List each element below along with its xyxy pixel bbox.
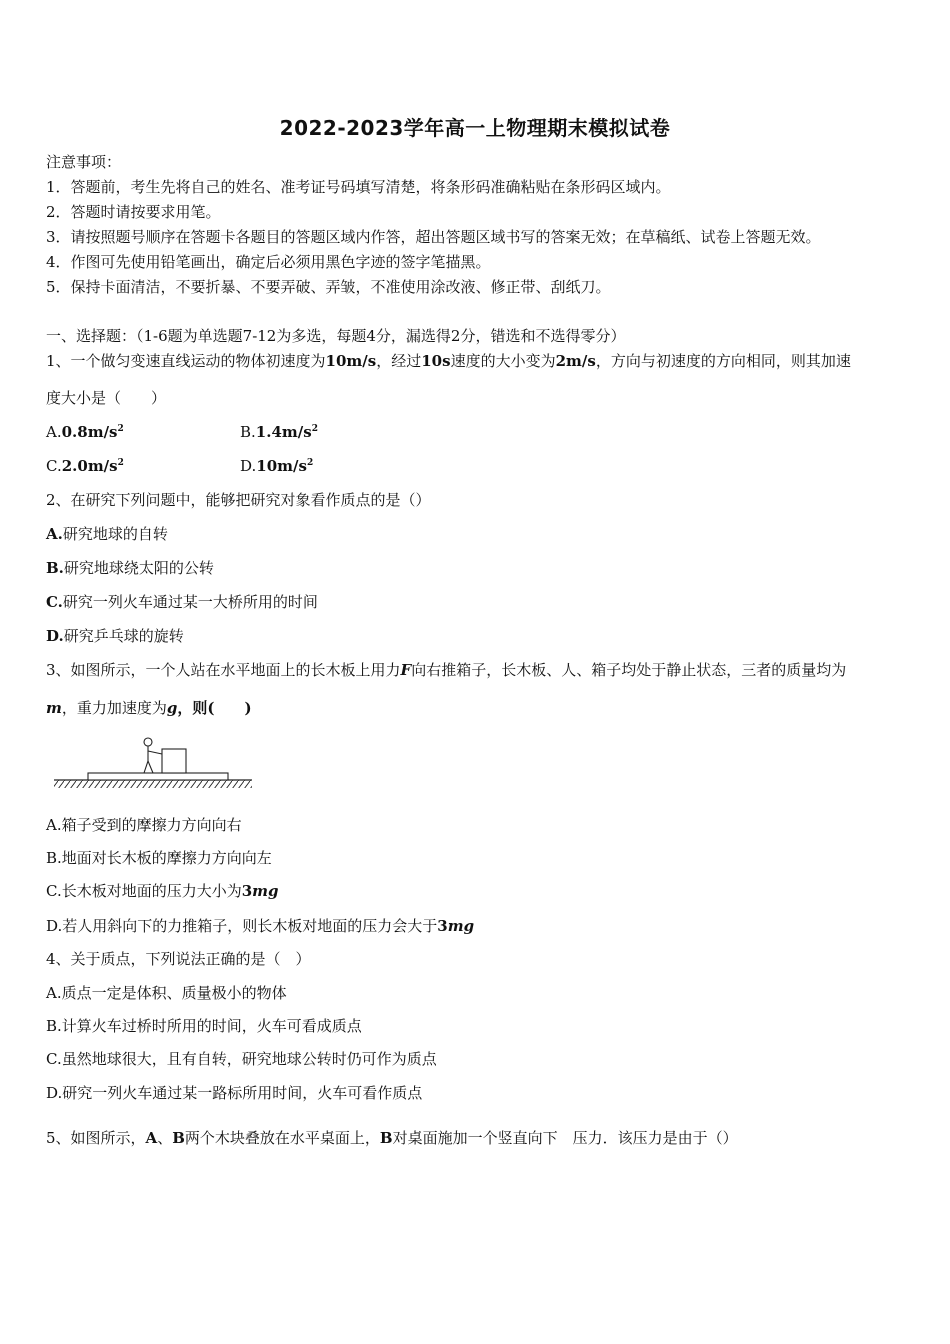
- box: [162, 749, 186, 773]
- question-2-option-d: D.研究乒乓球的旋转: [46, 627, 184, 645]
- notice-item: 3．请按照题号顺序在答题卡各题目的答题区域内作答，超出答题区域书写的答案无效；在草稿纸、试卷上答题无效。: [46, 228, 821, 246]
- question-1-stem: 1、一个做匀变速直线运动的物体初速度为10m/s，经过10s速度的大小变为2m/s，方向与初速度的方向相同，则其加速: [46, 352, 851, 370]
- person: [144, 738, 162, 773]
- question-1-option-c: $C.2.0m/s^2$: [46, 457, 124, 475]
- section-heading: 一、选择题：（1-6题为单选题7-12为多选，每题4分，漏选得2分，错选和不选得零分）: [46, 327, 626, 345]
- question-3-stem-cont: m，重力加速度为g，则( ): [46, 699, 252, 717]
- question-5-stem: 5、如图所示，A、B两个木块叠放在水平桌面上，B对桌面施加一个竖直向下 压力．该压力是由于（）: [46, 1129, 738, 1147]
- question-3-stem: 3、如图所示，一个人站在水平地面上的长木板上用力F向右推箱子，长木板、人、箱子均处于静止状态，三者的质量均为: [46, 661, 847, 679]
- question-2-option-c: C.研究一列火车通过某一大桥所用的时间: [46, 593, 318, 611]
- question-4-option-d: D.研究一列火车通过某一路标所用时间，火车可看作质点: [46, 1084, 423, 1102]
- notice-heading: 注意事项：: [46, 153, 122, 171]
- question-3-option-a: A.箱子受到的摩擦力方向向右: [46, 816, 242, 834]
- question-2-stem: 2、在研究下列问题中，能够把研究对象看作质点的是（）: [46, 491, 431, 509]
- question-3-option-d: D.若人用斜向下的力推箱子，则长木板对地面的压力会大于3mg: [46, 917, 475, 935]
- question-2-option-b: B.研究地球绕太阳的公转: [46, 559, 214, 577]
- question-1-option-a: $A.0.8m/s^2$: [46, 423, 124, 441]
- question-4-stem: 4、关于质点，下列说法正确的是（ ）: [46, 950, 311, 968]
- question-4-option-b: B.计算火车过桥时所用的时间，火车可看成质点: [46, 1017, 362, 1035]
- question-4-option-c: C.虽然地球很大，且有自转，研究地球公转时仍可作为质点: [46, 1050, 437, 1068]
- ground: [54, 780, 252, 788]
- page-title: 2022-2023学年高一上物理期末模拟试卷: [279, 116, 671, 140]
- question-3-figure: [52, 733, 254, 791]
- notice-item: 1．答题前，考生先将自己的姓名、准考证号码填写清楚，将条形码准确粘贴在条形码区域内。: [46, 178, 671, 196]
- question-3-option-c: C.长木板对地面的压力大小为3mg: [46, 882, 279, 900]
- long-plank: [88, 773, 228, 780]
- question-4-option-a: A.质点一定是体积、质量极小的物体: [46, 984, 287, 1002]
- question-1-stem-cont: 度大小是（ ）: [46, 389, 167, 407]
- question-3-option-b: B.地面对长木板的摩擦力方向向左: [46, 849, 272, 867]
- notice-item: 4．作图可先使用铅笔画出，确定后必须用黑色字迹的签字笔描黑。: [46, 253, 491, 271]
- question-2-option-a: A.研究地球的自转: [46, 525, 168, 543]
- question-1-option-d: $D.10m/s^2$: [240, 457, 314, 475]
- notice-item: 5．保持卡面清洁，不要折暴、不要弄破、弄皱，不准使用涂改液、修正带、刮纸刀。: [46, 278, 611, 296]
- question-1-option-b: $B.1.4m/s^2$: [240, 423, 318, 441]
- notice-item: 2．答题时请按要求用笔。: [46, 203, 221, 221]
